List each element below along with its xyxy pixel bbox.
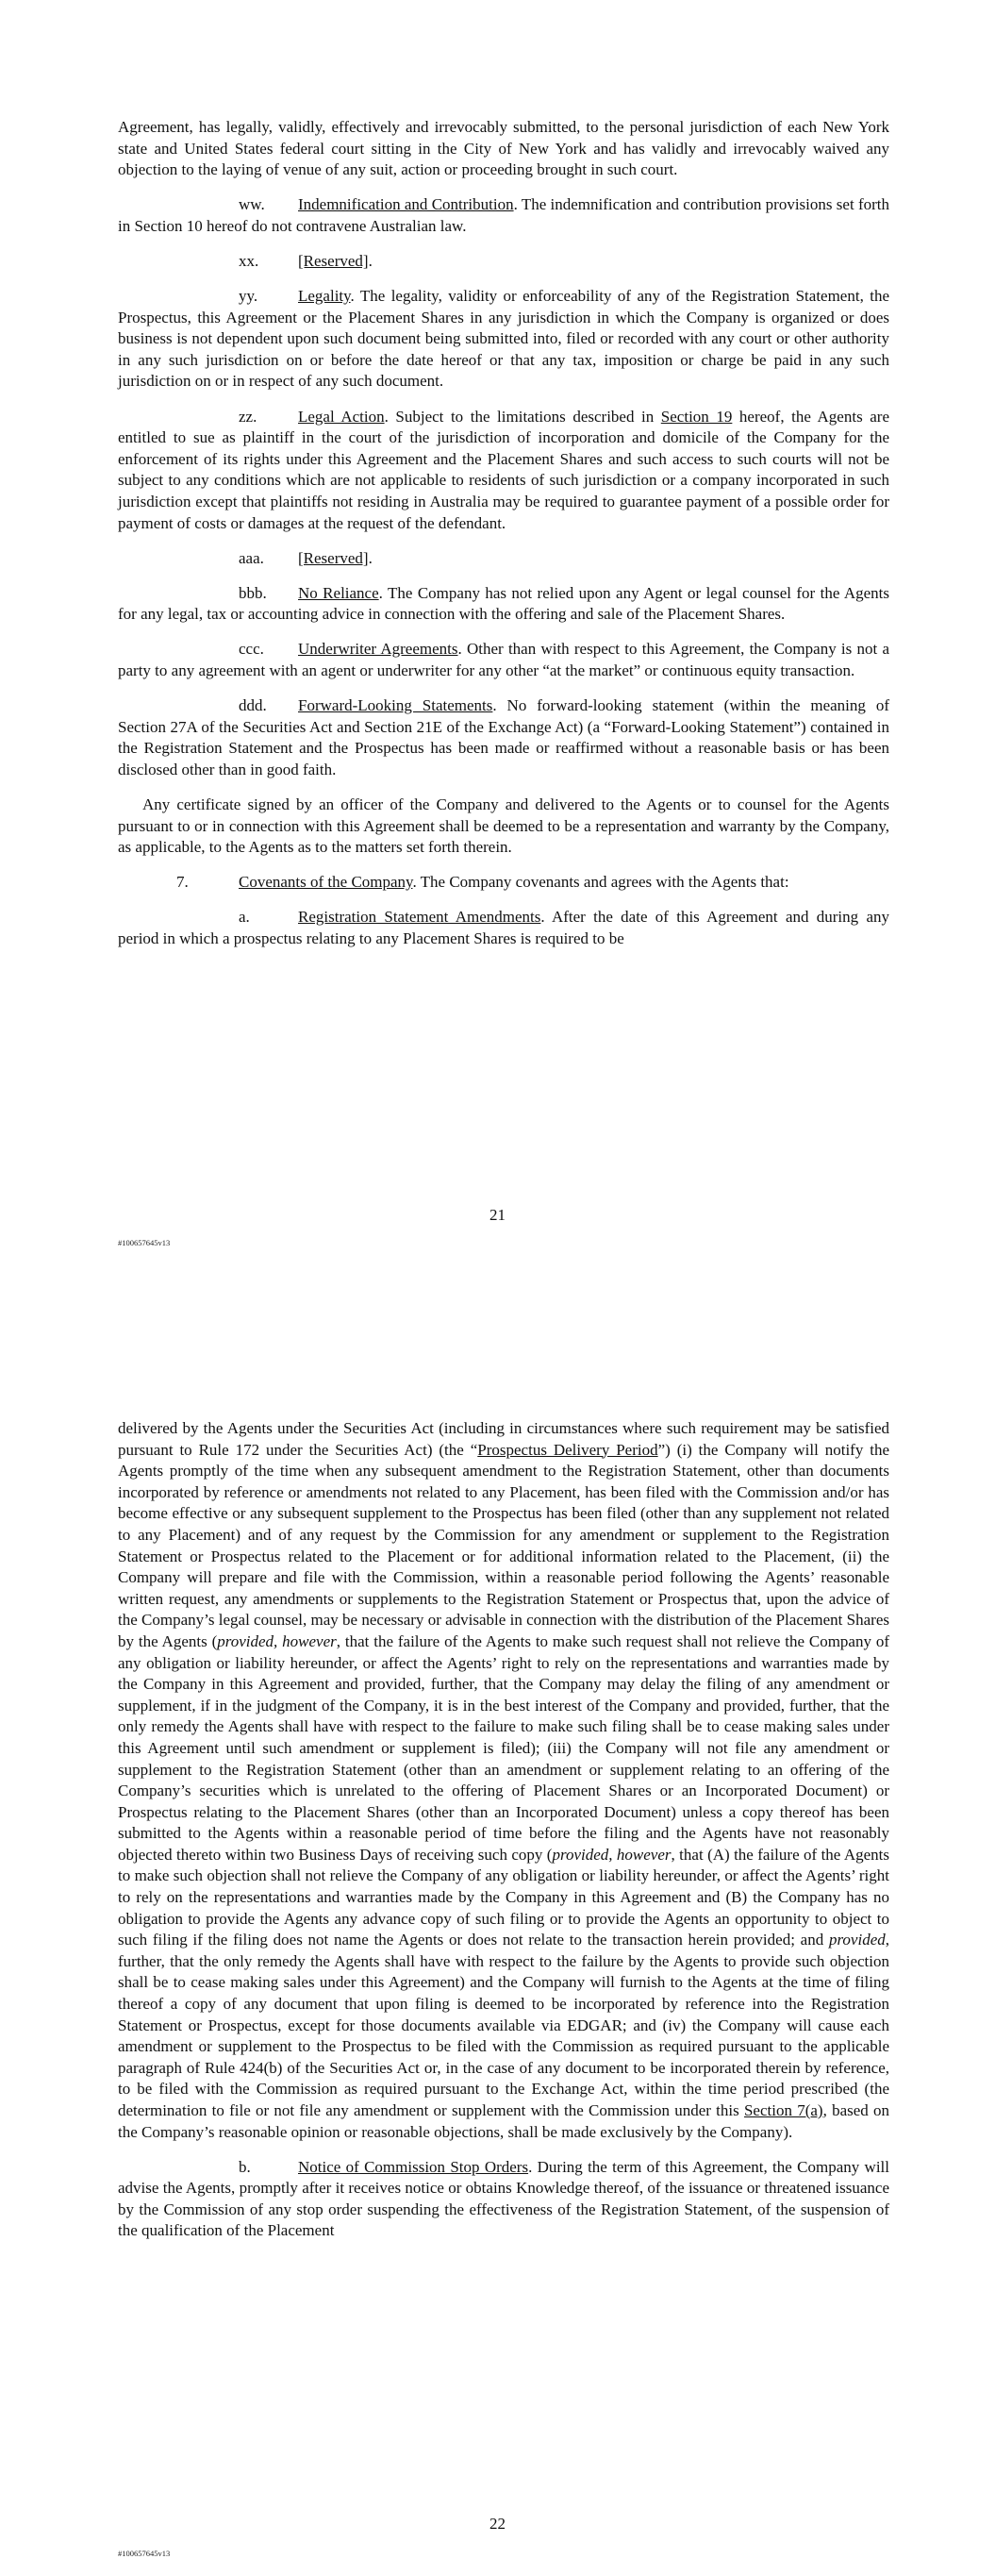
clause-heading: [Reserved]	[298, 548, 369, 567]
clause-ddd	[118, 695, 889, 780]
text-run: , that (A) the failure of the Agents to make such objection shall not relieve the Company of any obligation or liability hereunder, or affect the Agents’ right to rely on the representations and warranties made by the Company in this Agreement and (B) the Company has no obligation to provide the Agents any advance copy of such filing or to provide the Agents an opportunity to object to such filing if the filing does not name the Agents or does not relate to the transaction herein provided; and	[118, 1845, 889, 1949]
clause-7a	[118, 907, 889, 949]
text-run: , that the failure of the Agents to make such request shall not relieve the Company of any obligation or liability hereunder, or affect the Agents’ right to rely on the representations and warranties made by the Company in this Agreement and provided, further, that the Company may delay the filing of any amendment or supplement, if in the judgment of the Company, it is in the best interest of the Company and provided, further, that the only remedy the Agents shall have with respect to the failure to make such filing shall be to cease making sales under this Agreement until such amendment or supplement is filed); (iii) the Company will not file any amendment or supplement to the Registration Statement (other than an amendment or supplement relating to an offering of the Company’s securities which is unrelated to the offering of Placement Shares or an Incorporated Document) or Prospectus relating to the Placement Shares (other than an Incorporated Document) unless a copy thereof has been submitted to the Agents within a reasonable period of time before the filing and the Agents have not reasonably objected thereto within two Business Days of receiving such copy (	[118, 1631, 890, 1864]
clause-label: yy.	[239, 287, 258, 306]
section-text: . The Company covenants and agrees with the Agents that:	[412, 873, 789, 892]
text-run: , further, that the only remedy the Agents shall have with respect to the failure by the Agents to provide such objection shall be to cease making sales under this Agreement) and the Company will furnish to the Agents at the time of filing thereof a copy of any document that upon filing is deemed to be incorporated by reference into the Registration Statement or Prospectus, except for those documents available via EDGAR; and (iv) the Company will cause each amendment or supplement to the Prospectus to be filed with the Commission as required pursuant to the applicable paragraph of Rule 424(b) of the Securities Act or, in the case of any document to be incorporated therein by reference, to be filed with the Commission as required pursuant to the Exchange Act, within the time period prescribed (the determination to file or not file any amendment or supplement with the Commission under this	[118, 1931, 889, 2119]
page-21-body	[118, 117, 889, 963]
clause-bbb	[118, 583, 889, 626]
clause-heading: Notice of Commission Stop Orders	[298, 2157, 529, 2176]
page-number: 21	[489, 1206, 506, 1224]
section-7a-reference: Section 7(a)	[743, 2101, 823, 2119]
clause-ww	[118, 194, 889, 237]
clause-label: aaa.	[239, 548, 264, 567]
clause-label: ww.	[239, 195, 265, 214]
clause-7a-continuation	[118, 1418, 889, 2143]
certificate-paragraph: Any certificate signed by an officer of the Company and delivered to the Agents or to counsel for the Agents pursuant to or in connection with this Agreement shall be deemed to be a representation and warranty by the Company, as applicable, to the Agents as to the matters set forth therein.	[118, 795, 889, 857]
clause-text: . During the term of this Agreement, the Company will advise the Agents, promptly after it receives notice or obtains Knowledge thereof, of the issuance or threatened issuance by the Commission of any stop order suspending the effectiveness of the Registration Statement, of the suspension of the qualification of the Placement	[118, 2157, 889, 2240]
text-run: delivered by the Agents under the Securities Act (including in circumstances where such requirement may be satisfied pursuant to Rule 172 under the Securities Act) (the “	[118, 1419, 889, 1459]
paragraph-continuation: Agreement, has legally, validly, effectively and irrevocably submitted, to the personal jurisdiction of each New York state and United States federal court sitting in the City of New York and has validly and irrevocably waived any objection to the laying of venue of any suit, action or proceeding brought in such court.	[118, 118, 889, 179]
document-id: #100657645v13	[118, 1238, 171, 1247]
italic-term: provided, however	[552, 1845, 672, 1864]
section-7	[118, 872, 889, 894]
page-22	[0, 1288, 995, 2576]
defined-term: Prospectus Delivery Period	[477, 1440, 658, 1459]
clause-label: ccc.	[239, 640, 264, 659]
clause-heading: Underwriter Agreements	[298, 640, 458, 659]
clause-yy	[118, 286, 889, 393]
text-run: ”) (i) the Company will notify the Agents promptly of the time when any subsequent amendment to the Registration Statement, other than documents incorporated by reference or amendments not related to any Placement, has been filed with the Commission and/or has become effective or any subsequent supplement to the Prospectus has been filed (other than any supplement not related to any Placement) and of any request by the Commission for any amendment or supplement to the Registration Statement or Prospectus related to the Placement or for additional information related to the Placement, (ii) the Company will prepare and file with the Commission, within a reasonable period following the Agents’ reasonable written request, any amendments or supplements to the Registration Statement or Prospectus that, upon the advice of the Company’s legal counsel, may be necessary or advisable in connection with the distribution of the Placement Shares by the Agents (	[118, 1440, 890, 1650]
section-19-reference: Section 19	[660, 407, 733, 426]
clause-label: bbb.	[239, 583, 267, 602]
clause-label: a.	[239, 908, 250, 927]
clause-label: b.	[239, 2157, 251, 2176]
clause-xx	[118, 251, 889, 273]
clause-heading: Forward-Looking Statements	[298, 696, 493, 715]
clause-text: . The Company has not relied upon any Agent or legal counsel for the Agents for any legal, tax or accounting advice in connection with the offering and sale of the Placement Shares.	[118, 583, 889, 624]
clause-heading: [Reserved]	[298, 251, 369, 270]
document-id: #100657645v13	[118, 2549, 171, 2558]
clause-zz	[118, 407, 889, 535]
clause-heading: Legal Action	[298, 407, 385, 426]
clause-text: . The indemnification and contribution provisions set forth in Section 10 hereof do not contravene Australian law.	[118, 195, 890, 235]
clause-heading: Indemnification and Contribution	[298, 195, 514, 214]
clause-aaa	[118, 548, 889, 570]
clause-ccc	[118, 639, 889, 681]
section-heading: Covenants of the Company	[239, 873, 413, 892]
clause-7b	[118, 2157, 889, 2242]
clause-label: xx.	[239, 251, 259, 270]
clause-text: .	[368, 251, 373, 270]
clause-text: . The legality, validity or enforceability of any of the Registration Statement, the Prospectus, this Agreement or the Placement Shares in any jurisdiction in which the Company is organized or does business is not dependent upon such document being submitted into, filed or recorded with any court or other authority in any such jurisdiction on or before the date hereof or that any tax, imposition or charge be paid in any such jurisdiction on or in respect of any such document.	[118, 287, 889, 391]
text-run: , based on the Company’s reasonable opinion or reasonable objections, shall be made exclusively by the Company).	[118, 2101, 890, 2141]
clause-heading: Registration Statement Amendments	[298, 908, 541, 927]
italic-term: provided, however	[217, 1631, 337, 1650]
clause-label: zz.	[239, 407, 257, 426]
clause-heading: Legality	[298, 287, 351, 306]
section-number: 7.	[176, 873, 189, 892]
clause-text: . No forward-looking statement (within the meaning of Section 27A of the Securities Act and Section 21E of the Exchange Act) (a “Forward-Looking Statement”) contained in the Registration Statement and the Prospectus has been made or reaffirmed without a reasonable basis or has been disclosed other than in good faith.	[118, 696, 889, 778]
page-number: 22	[489, 2515, 506, 2533]
clause-heading: No Reliance	[298, 583, 379, 602]
italic-term: provided	[828, 1931, 886, 1949]
clause-text: . Other than with respect to this Agreement, the Company is not a party to any agreement with an agent or underwriter for any other “at the market” or continuous equity transaction.	[118, 640, 889, 679]
clause-text: . Subject to the limitations described in	[384, 407, 661, 426]
page-22-body	[118, 1418, 889, 2256]
clause-text: . After the date of this Agreement and during any period in which a prospectus relating to any Placement Shares is required to be	[118, 908, 889, 947]
clause-label: ddd.	[239, 696, 267, 715]
clause-text: .	[368, 548, 373, 567]
clause-text: hereof, the Agents are entitled to sue as plaintiff in the court of the jurisdiction of incorporation and domicile of the Company for the enforcement of its rights under this Agreement and the Placement Shares and such access to such courts will not be subject to any conditions which are not applicable to residents of such jurisdiction or a company incorporated in such jurisdiction except that plaintiffs not residing in Australia may be required to guarantee payment of a possible order for payment of costs or damages at the request of the defendant.	[118, 407, 889, 532]
